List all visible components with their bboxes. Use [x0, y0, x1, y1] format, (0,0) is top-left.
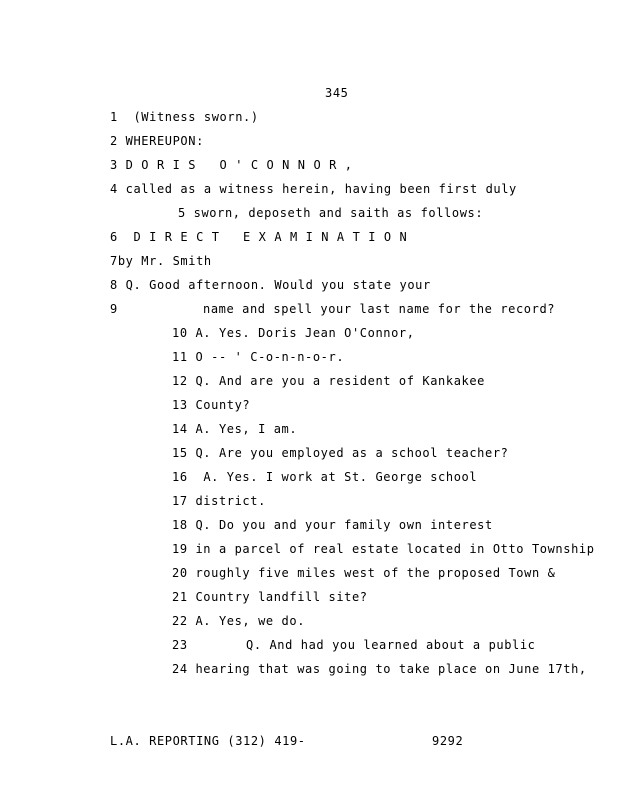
line-number: 12 — [172, 374, 188, 388]
line-20 — [172, 566, 555, 580]
line-text: Q. Good afternoon. Would you state your — [125, 278, 431, 292]
line-text: Q. Are you employed as a school teacher? — [195, 446, 509, 460]
line-number: 5 — [178, 206, 186, 220]
line-number: 22 — [172, 614, 188, 628]
line-number: 2 — [110, 134, 118, 148]
line-number: 7 — [110, 254, 118, 268]
line-text: Q. Do you and your family own interest — [195, 518, 493, 532]
page-number: 345 — [325, 86, 349, 100]
line-number: 1 — [110, 110, 118, 124]
line-text: by Mr. Smith — [117, 254, 212, 268]
line-text: WHEREUPON: — [125, 134, 204, 148]
line-text: A. Yes. Doris Jean O'Connor, — [195, 326, 415, 340]
line-14 — [172, 422, 297, 436]
line-22 — [172, 614, 305, 628]
line-number: 15 — [172, 446, 188, 460]
line-text: D I R E C T E X A M I N A T I O N — [133, 230, 408, 244]
line-number: 10 — [172, 326, 188, 340]
line-number: 21 — [172, 590, 188, 604]
line-21 — [172, 590, 368, 604]
line-4 — [110, 182, 517, 196]
line-23-number: 23 — [172, 638, 188, 652]
line-15 — [172, 446, 508, 460]
line-text: called as a witness herein, having been first duly — [125, 182, 517, 196]
line-text: A. Yes. I work at St. George school — [203, 470, 478, 484]
line-2 — [110, 134, 204, 148]
line-number: 18 — [172, 518, 188, 532]
line-number: 3 — [110, 158, 118, 172]
line-number: 8 — [110, 278, 118, 292]
line-text: in a parcel of real estate located in Otto Township — [195, 542, 595, 556]
line-text: A. Yes, we do. — [195, 614, 306, 628]
line-18 — [172, 518, 493, 532]
line-text: district. — [195, 494, 266, 508]
footer-phone-suffix: 9292 — [432, 734, 464, 748]
line-11 — [172, 350, 344, 364]
line-number: 20 — [172, 566, 188, 580]
line-number: 14 — [172, 422, 188, 436]
line-13 — [172, 398, 250, 412]
line-text: (Witness sworn.) — [133, 110, 259, 124]
line-16 — [172, 470, 477, 484]
line-number: 6 — [110, 230, 118, 244]
line-text: D O R I S O ' C O N N O R , — [125, 158, 353, 172]
line-19 — [172, 542, 595, 556]
line-7 — [110, 254, 212, 268]
line-text: O -- ' C-o-n-n-o-r. — [195, 350, 345, 364]
line-3 — [110, 158, 353, 172]
footer-reporter: L.A. REPORTING (312) 419- — [110, 734, 306, 748]
line-number: 11 — [172, 350, 188, 364]
line-12 — [172, 374, 485, 388]
line-text: sworn, deposeth and saith as follows: — [193, 206, 484, 220]
line-8 — [110, 278, 431, 292]
line-number: 24 — [172, 662, 188, 676]
line-text: Q. And are you a resident of Kankakee — [195, 374, 485, 388]
line-9-number: 9 — [110, 302, 118, 316]
line-number: 16 — [172, 470, 188, 484]
line-number: 13 — [172, 398, 188, 412]
line-text: Country landfill site? — [195, 590, 368, 604]
line-17 — [172, 494, 266, 508]
line-24 — [172, 662, 587, 676]
line-6 — [110, 230, 407, 244]
line-5 — [178, 206, 483, 220]
line-text: hearing that was going to take place on June 17th, — [195, 662, 587, 676]
line-number: 19 — [172, 542, 188, 556]
line-1 — [110, 110, 259, 124]
line-text: roughly five miles west of the proposed Town & — [195, 566, 556, 580]
line-number: 4 — [110, 182, 118, 196]
line-text: A. Yes, I am. — [195, 422, 298, 436]
line-9-text: name and spell your last name for the record? — [203, 302, 556, 316]
line-number: 17 — [172, 494, 188, 508]
line-23-text: Q. And had you learned about a public — [246, 638, 536, 652]
line-text: County? — [195, 398, 251, 412]
line-10 — [172, 326, 415, 340]
